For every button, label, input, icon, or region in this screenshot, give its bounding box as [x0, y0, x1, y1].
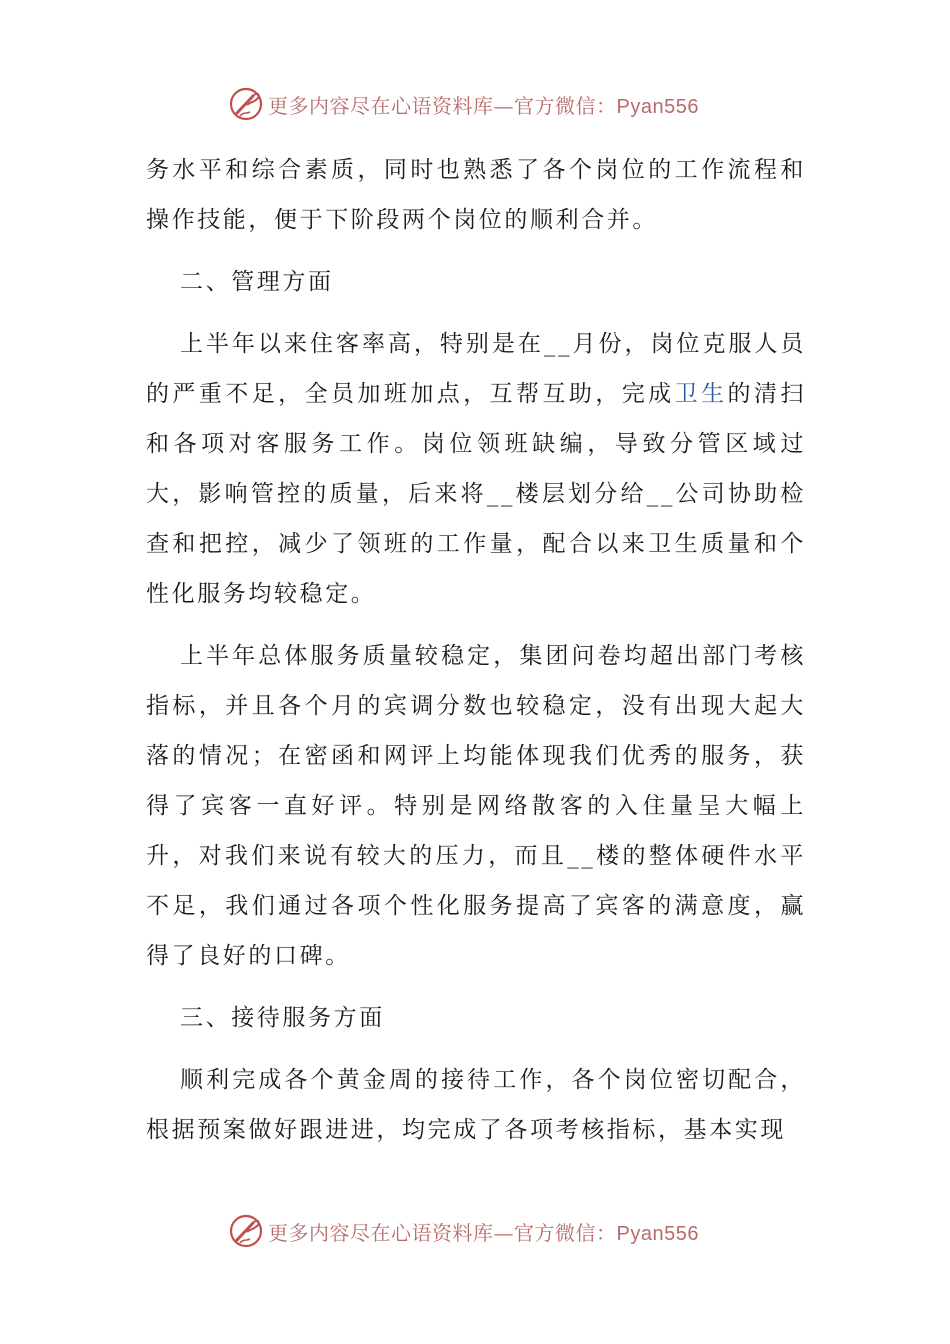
- quill-pen-logo-icon: [228, 86, 264, 122]
- section-heading-reception: 三、接待服务方面: [180, 1005, 385, 1031]
- footer-wechat-id: Pyan556: [616, 1222, 699, 1245]
- paragraph-service-quality: 上半年总体服务质量较稳定，集团问卷均超出部门考核指标，并且各个月的宾调分数也较稳定，没有出现大起大落的情况；在密函和网评上均能体现我们优秀的服务，获得了宾客一直好评。特别是网络散客的入住量呈大幅上升，对我们来说有较大的压力，而且__楼的整体硬件水平不足，我们通过各项个性化服务提高了宾客的满意度，赢得了良好的口碑。: [146, 643, 806, 969]
- document-body: [146, 145, 806, 1155]
- header-wechat-id: Pyan556: [616, 95, 699, 118]
- hygiene-link[interactable]: 卫生: [674, 381, 728, 407]
- paragraph-management: 上半年以来住客率高，特别是在__月份，岗位克服人员的严重不足，全员加班加点，互帮互助，完成卫生的清扫和各项对客服务工作。岗位领班缺编，导致分管区域过大，影响管控的质量，后来将__楼层划分给__公司协助检查和把控，减少了领班的工作量，配合以来卫生质量和个性化服务均较稳定。: [146, 331, 806, 607]
- header-banner: [228, 84, 699, 124]
- paragraph-reception: 顺利完成各个黄金周的接待工作，各个岗位密切配合，根据预案做好跟进进，均完成了各项考核指标，基本实现: [146, 1067, 806, 1143]
- paragraph-continued: 务水平和综合素质，同时也熟悉了各个岗位的工作流程和操作技能，便于下阶段两个岗位的顺利合并。: [146, 157, 806, 233]
- footer-banner-text: 更多内容尽在心语资料库—官方微信：Pyan556: [268, 1220, 699, 1245]
- section-heading-management: 二、管理方面: [180, 269, 334, 295]
- quill-pen-logo-icon: [228, 1213, 264, 1249]
- header-banner-text: 更多内容尽在心语资料库—官方微信：Pyan556: [268, 93, 699, 118]
- footer-banner: [228, 1211, 699, 1251]
